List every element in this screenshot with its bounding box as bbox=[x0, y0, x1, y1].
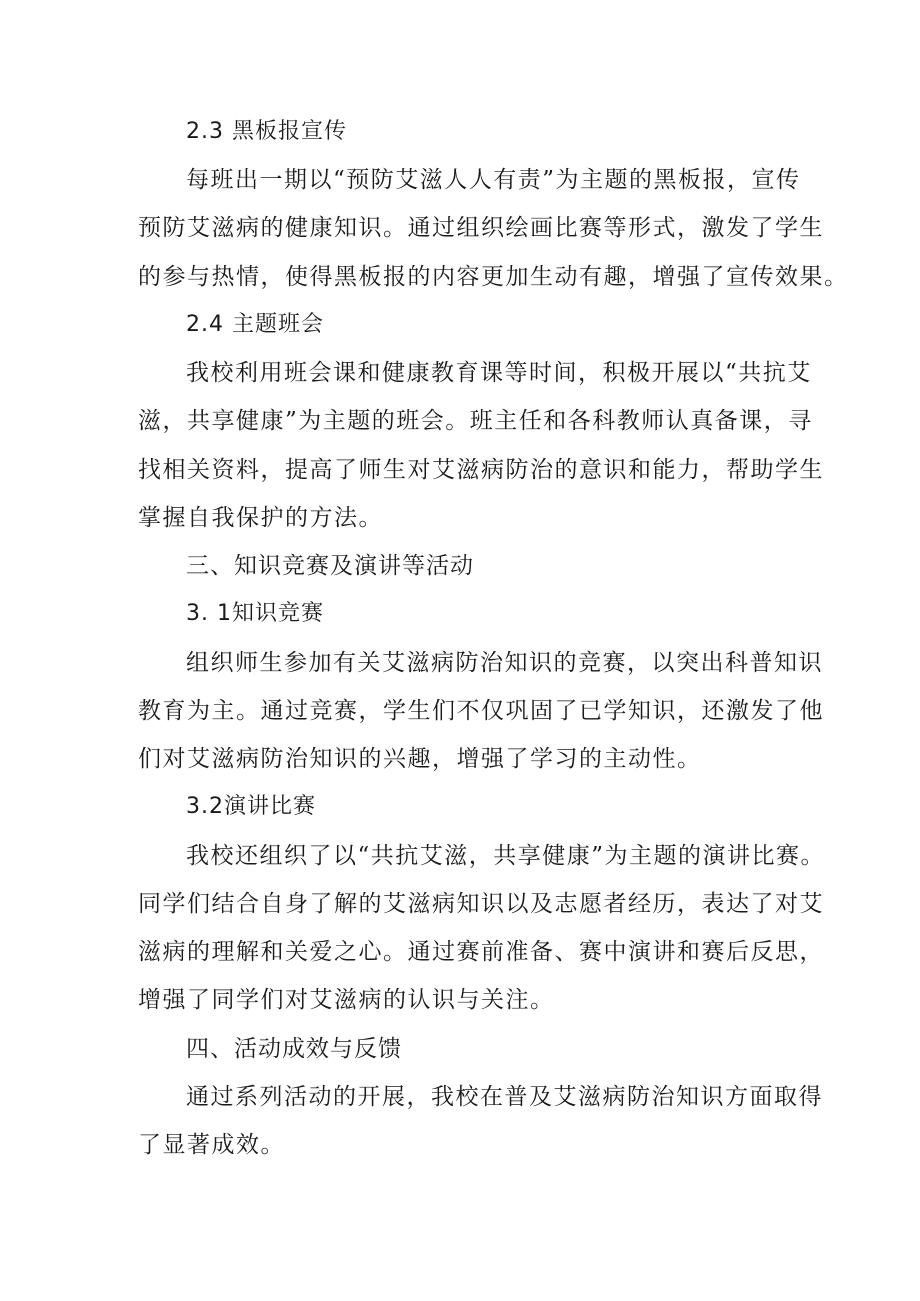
paragraph-line: 滋病的理解和关爱之心。通过赛前准备、赛中演讲和赛后反思， bbox=[138, 939, 824, 965]
paragraph-line: 们对艾滋病防治知识的兴趣，增强了学习的主动性。 bbox=[138, 746, 702, 772]
paragraph-line: 我校利用班会课和健康教育课等时间，积极开展以“共抗艾 bbox=[186, 360, 812, 386]
paragraph-line: 了显著成效。 bbox=[138, 1132, 285, 1158]
heading-4: 四、活动成效与反馈 bbox=[186, 1036, 402, 1062]
paragraph-line: 通过系列活动的开展，我校在普及艾滋病防治知识方面取得 bbox=[186, 1084, 823, 1110]
paragraph-line: 找相关资料，提高了师生对艾滋病防治的意识和能力，帮助学生 bbox=[138, 457, 824, 483]
section-2-4-title: 2.4 主题班会 bbox=[186, 312, 324, 337]
paragraph-line: 教育为主。通过竞赛，学生们不仅巩固了已学知识，还激发了他 bbox=[138, 698, 824, 724]
paragraph-line: 我校还组织了以“共抗艾滋，共享健康”为主题的演讲比赛。 bbox=[186, 843, 826, 869]
paragraph-line: 每班出一期以“预防艾滋人人有责”为主题的黑板报，宣传 bbox=[186, 167, 801, 193]
section-3-1-title: 3. 1知识竞赛 bbox=[186, 601, 324, 626]
heading-3: 三、知识竞赛及演讲等活动 bbox=[186, 553, 474, 579]
paragraph-line: 滋，共享健康”为主题的班会。班主任和各科教师认真备课，寻 bbox=[138, 408, 813, 434]
paragraph-line: 掌握自我保护的方法。 bbox=[138, 505, 383, 531]
section-3-2-title: 3.2演讲比赛 bbox=[186, 794, 316, 819]
paragraph-line: 预防艾滋病的健康知识。通过组织绘画比赛等形式，激发了学生 bbox=[138, 215, 824, 241]
section-2-3-title: 2.3 黑板报宣传 bbox=[186, 119, 347, 144]
paragraph-line: 的参与热情，使得黑板报的内容更加生动有趣，增强了宣传效果。 bbox=[138, 264, 849, 290]
paragraph-line: 组织师生参加有关艾滋病防治知识的竞赛，以突出科普知识 bbox=[186, 650, 823, 676]
paragraph-line: 增强了同学们对艾滋病的认识与关注。 bbox=[138, 987, 555, 1013]
paragraph-line: 同学们结合自身了解的艾滋病知识以及志愿者经历，表达了对艾 bbox=[138, 891, 824, 917]
